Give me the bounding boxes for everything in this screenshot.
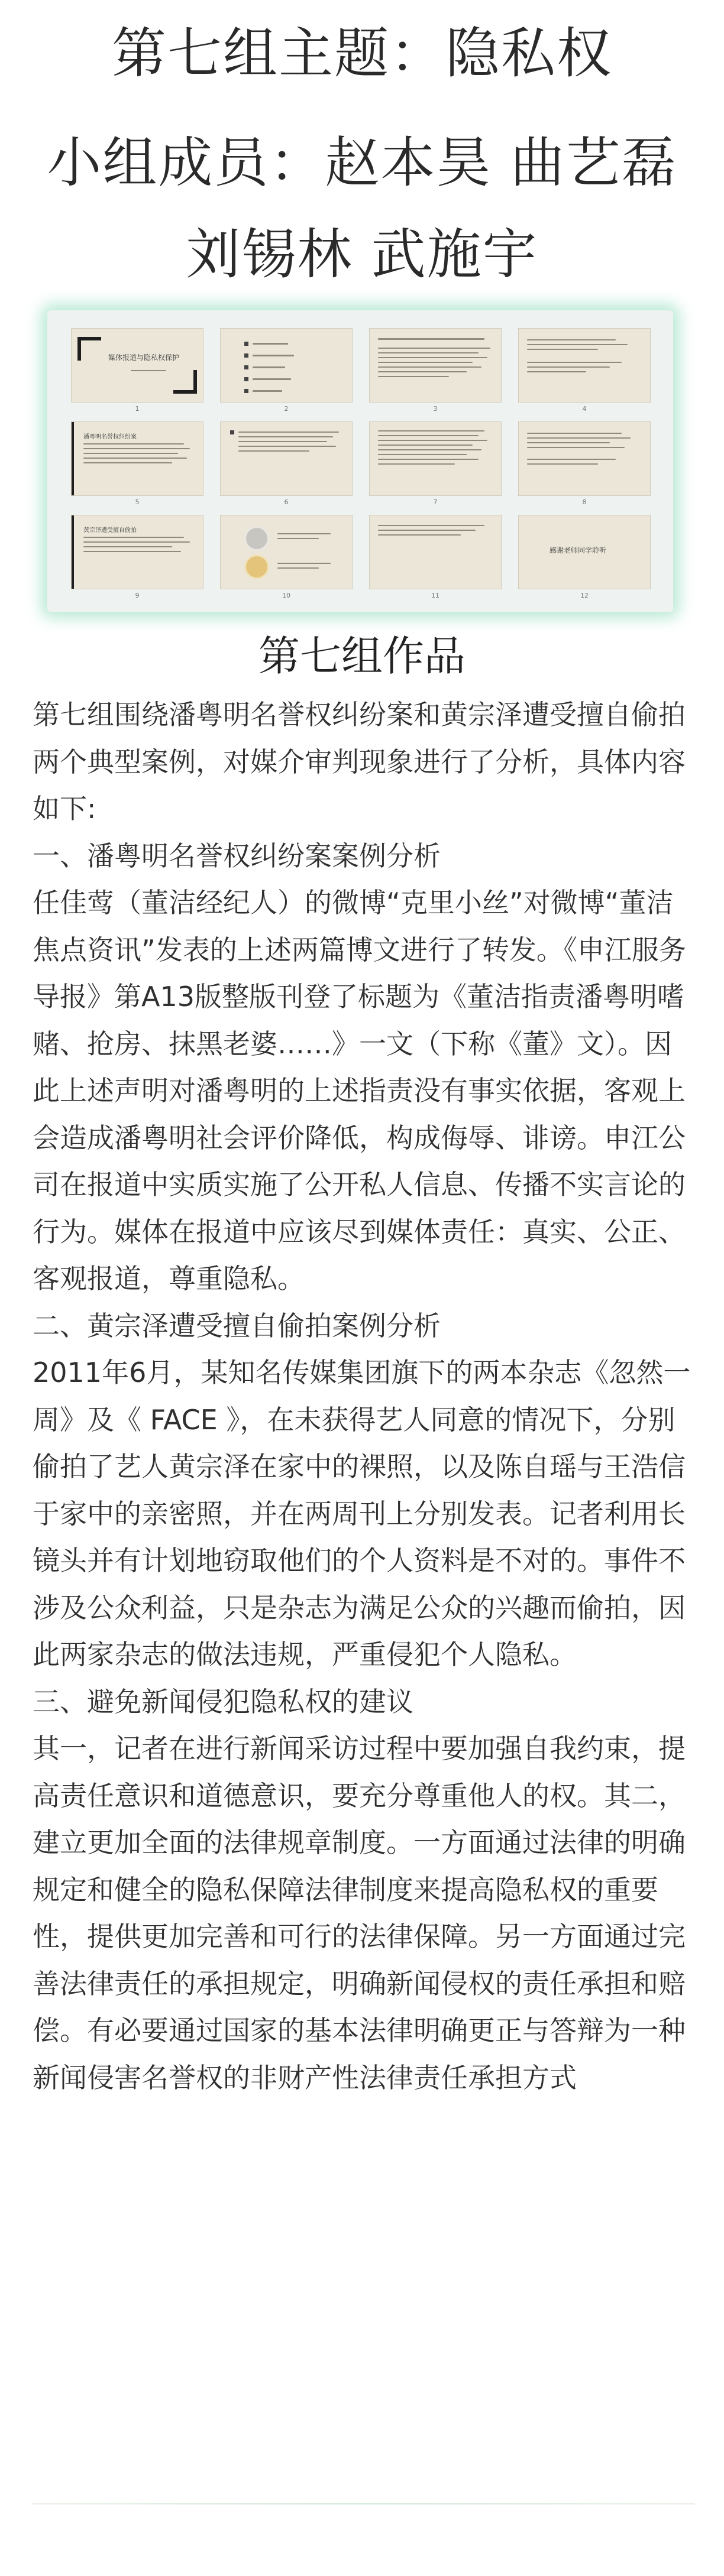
slide-thumbnail	[71, 421, 203, 507]
slide-number: 4	[582, 405, 587, 413]
slide-thumbnail	[220, 421, 353, 507]
slide-heading: 黄宗泽遭受擅自偷拍	[83, 527, 137, 534]
intro-paragraph: 第七组围绕潘粤明名誉权纠纷案和黄宗泽遭受擅自偷拍两个典型案例，对媒介审判现象进行了分析，具体内容如下:	[33, 699, 686, 825]
slide-number: 2	[284, 405, 289, 413]
slide-thumbnail	[220, 515, 353, 600]
slide-number: 12	[580, 592, 589, 599]
slide-number: 8	[582, 498, 587, 506]
slide-thumbnail	[369, 515, 502, 600]
bottom-divider	[33, 2503, 695, 2504]
slide-thumbnails-image	[47, 310, 673, 612]
section-heading-2: 二、黄宗泽遭受擅自偷拍案例分析	[33, 1309, 441, 1342]
slide-number: 7	[433, 498, 438, 506]
slide-number: 11	[431, 592, 439, 599]
slide-grid	[71, 328, 651, 600]
suggestion-paragraph: 其一，记者在进行新闻采访过程中要加强自我约束，提高责任意识和道德意识，要充分尊重他人的权。其二，建立更加全面的法律规章制度。一方面通过法律的明确规定和健全的隐私保障法律制度来提高隐私权的重要性，提供更加完善和可行的法律保障。另一方面通过完善法律责任的承担规定，明确新闻侵权的责任承担和赔偿。有必要通过国家的基本法律明确更正与答辩为一种新闻侵害名誉权的非财产性法律责任承担方式	[33, 1733, 686, 2094]
slide-thumbnail	[518, 515, 651, 600]
slide-heading: 感谢老师同学聆听	[550, 546, 607, 554]
slide-title: 媒体报道与隐私权保护	[108, 353, 180, 362]
slide-thumbnail	[369, 328, 502, 413]
slide-thumbnail	[518, 328, 651, 413]
slide-heading: 潘粤明名誉权纠纷案	[83, 434, 137, 440]
section-heading-3: 三、避免新闻侵犯隐私权的建议	[33, 1685, 413, 1718]
section-title: 第七组作品	[258, 632, 466, 680]
slide-number: 3	[433, 405, 438, 413]
slide-number: 9	[135, 592, 140, 599]
slide-thumbnail	[369, 421, 502, 507]
slide-number: 1	[135, 405, 140, 413]
slide-thumbnail	[71, 515, 203, 600]
case-1-paragraph: 任佳莺（董洁经纪人）的微博“克里小丝”对微博“董洁焦点资讯”发表的上述两篇博文进行了转发。《申江服务导报》第A13版整版刊登了标题为《董洁指责潘粤明嗜赌、抢房、抹黑老婆……》一文（下称《董》文）。因此上述声明对潘粤明的上述指责没有事实依据，客观上会造成潘粤明社会评价降低，构成侮辱、诽谤。申江公司在报道中实质实施了公开私人信息、传播不实言论的行为。媒体在报道中应该尽到媒体责任：真实、公正、客观报道，尊重隐私。	[33, 887, 686, 1295]
page-title-line-2: 小组成员：赵本昊 曲艺磊	[47, 131, 677, 194]
slide-number: 6	[284, 498, 289, 506]
slide-thumbnail	[518, 421, 651, 507]
article-body	[33, 692, 695, 2101]
slide-thumbnail	[71, 328, 203, 413]
section-heading-1: 一、潘粤明名誉权纠纷案案例分析	[33, 839, 441, 872]
page-title-line-1: 第七组主题：隐私权	[111, 22, 612, 85]
slide-number: 10	[282, 592, 290, 599]
case-2-paragraph: 2011年6月，某知名传媒集团旗下的两本杂志《忽然一周》及《 FACE 》，在未获得艺人同意的情况下，分别偷拍了艺人黄宗泽在家中的裸照，以及陈自瑶与王浩信于家中的亲密照，并在两周刊上分别发表。记者利用长镜头并有计划地窃取他们的个人资料是不对的。事件不涉及公众利益，只是杂志为满足公众的兴趣而偷拍，因此两家杂志的做法违规，严重侵犯个人隐私。	[33, 1357, 691, 1670]
slide-thumbnail	[220, 328, 353, 413]
page-title-line-3: 刘锡林 武施宇	[186, 223, 538, 286]
slide-number: 5	[135, 498, 140, 506]
